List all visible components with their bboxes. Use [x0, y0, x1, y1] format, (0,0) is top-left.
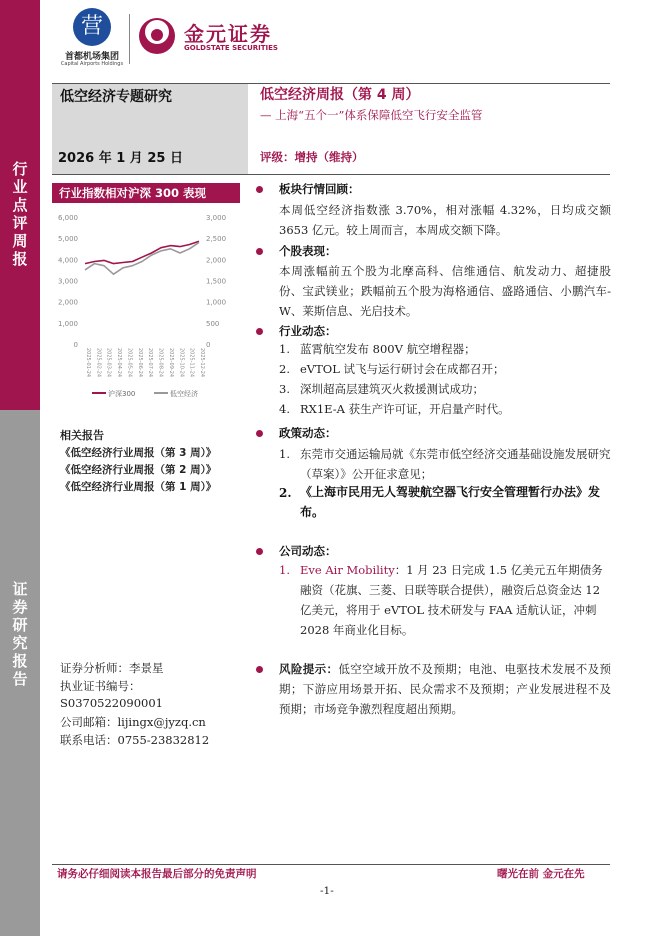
company-name: Eve Air Mobility	[300, 563, 395, 577]
risk-text: 低空空域开放不及预期；电池、电驱技术发展不及预期；下游应用场景开拓、民众需求不及预期；产业发展进程不及预期；市场竞争激烈程度超出预期。	[279, 662, 612, 716]
disclaimer-note: 请务必仔细阅读本报告最后部分的免责声明	[57, 868, 257, 880]
analyst-cert: S0370522090001	[60, 696, 163, 710]
right-tick-label: 0	[206, 341, 211, 349]
x-tick-label: 2025-09-24	[167, 348, 174, 378]
sidebar-research-label: 证券研究报告	[12, 580, 28, 688]
analyst-cert-label: 执业证书编号：	[60, 679, 141, 693]
industry-item: RX1E-A 获生产许可证，开启量产时代。	[300, 402, 510, 416]
x-tick-label: 2025-08-24	[157, 348, 164, 378]
policy-item: 东莞市交通运输局就《东莞市低空经济交通基础设施发展研究（草案）》公开征求意见；	[300, 447, 611, 481]
list-number: 4.	[279, 402, 290, 416]
rating: 评级：增持（维持）	[260, 150, 364, 164]
industry-item: 深圳超高层建筑灭火救援测试成功；	[300, 382, 484, 396]
right-tick-label: 500	[206, 319, 220, 328]
bullet-icon	[256, 328, 263, 335]
section-title-company: 公司动态：	[279, 544, 337, 558]
bullet-icon	[256, 666, 263, 673]
bullet-icon	[256, 430, 263, 437]
right-tick-label: 1,500	[206, 277, 227, 286]
list-number: 3.	[279, 382, 290, 396]
bullet-icon	[256, 186, 263, 193]
left-tick-label: 3,000	[57, 277, 78, 286]
x-tick-label: 2025-04-24	[116, 348, 123, 378]
title-rule	[52, 174, 610, 175]
capital-airports-name-en: Capital Airports Holdings	[60, 61, 124, 67]
capital-airports-icon: 营	[73, 8, 111, 46]
report-title: 低空经济周报（第 4 周）	[260, 87, 420, 103]
x-tick-label: 2025-11-24	[188, 348, 195, 378]
section-title-industry: 行业动态：	[279, 324, 337, 338]
left-tick-label: 1,000	[57, 319, 78, 328]
goldstate-logo-icon	[137, 16, 177, 56]
section-title-market: 板块行情回顾：	[279, 182, 360, 196]
related-reports-title: 相关报告	[60, 429, 104, 442]
x-tick-label: 2025-07-24	[147, 348, 154, 378]
capital-airports-name: 首都机场集团	[64, 52, 119, 62]
right-tick-label: 3,000	[206, 214, 227, 222]
x-tick-label: 2025-06-24	[136, 348, 143, 378]
left-tick-label: 2,000	[57, 298, 78, 307]
section-title-policy: 政策动态：	[279, 426, 337, 440]
index-performance-chart	[52, 207, 242, 402]
goldstate-name-en: GOLDSTATE SECURITIES	[184, 44, 278, 52]
right-tick-label: 2,000	[206, 256, 227, 265]
goldstate-name: 金元证券	[184, 22, 272, 46]
capital-airports-logo	[58, 8, 126, 68]
company-news-text: ：1 月 23 日完成 1.5 亿美元五年期债务融资（花旗、三菱、日联等联合提供），融资后总资金达 12 亿美元，将用于 eVTOL 技术研发与 FAA 适航认证，冲刺 2028 年商业化目标。	[300, 563, 603, 637]
analyst-email[interactable]: 公司邮箱：lijingx@jyzq.cn	[60, 715, 206, 729]
section-title-stocks: 个股表现：	[279, 244, 337, 258]
legend-label: 低空经济	[170, 390, 198, 398]
list-number: 1.	[279, 447, 290, 461]
list-number: 1.	[279, 342, 290, 356]
legend-label: 沪深300	[108, 390, 136, 398]
section-title-risk: 风险提示：	[279, 662, 339, 676]
x-tick-label: 2025-02-24	[95, 348, 102, 378]
x-tick-label: 2025-01-24	[85, 348, 91, 378]
footer-slogan: 曙光在前 金元在先	[497, 868, 585, 880]
related-report-link[interactable]: 《低空经济行业周报（第 2 周）》	[60, 464, 217, 476]
series-title: 低空经济专题研究	[60, 89, 172, 105]
policy-item: 《上海市民用无人驾驶航空器飞行安全管理暂行办法》发布。	[300, 485, 601, 519]
left-tick-label: 5,000	[57, 235, 78, 244]
x-tick-label: 2025-12-24	[199, 348, 205, 378]
analyst-name: 证券分析师：李景星	[60, 661, 164, 675]
market-review-text: 本周低空经济指数涨 3.70%，相对涨幅 4.32%，日均成交额3653 亿元。较上周而言，本周成交额下降。	[279, 203, 611, 237]
x-tick-label: 2025-05-24	[126, 348, 133, 378]
right-tick-label: 1,000	[206, 298, 227, 307]
stocks-text: 本周涨幅前五个股为北摩高科、信维通信、航发动力、超捷股份、宝武镁业；跌幅前五个股为海格通信、盛路通信、小鹏汽车-W、莱斯信息、光启技术。	[279, 264, 611, 318]
industry-item: eVTOL 试飞与运行研讨会在成都召开；	[300, 362, 505, 376]
bullet-icon	[256, 248, 263, 255]
sidebar-report-type: 行业点评周报	[12, 160, 28, 268]
footer-rule	[52, 864, 610, 865]
x-tick-label: 2025-03-24	[105, 348, 112, 378]
industry-item: 蓝霄航空发布 800V 航空增程器；	[300, 342, 476, 356]
list-number: 1.	[279, 563, 290, 577]
logo-divider	[129, 14, 130, 64]
left-tick-label: 4,000	[57, 256, 78, 265]
report-subtitle: — 上海“五个一”体系保障低空飞行安全监管	[260, 108, 483, 122]
left-tick-label: 0	[73, 341, 78, 349]
analyst-phone: 联系电话：0755-23832812	[60, 733, 210, 747]
series-line-低空经济	[85, 242, 199, 274]
left-tick-label: 6,000	[57, 214, 78, 222]
right-tick-label: 2,500	[206, 235, 227, 244]
company-item	[300, 560, 612, 640]
list-number: 2.	[279, 486, 292, 500]
report-date: 2026 年 1 月 25 日	[58, 151, 183, 166]
page-number: -1-	[320, 885, 334, 897]
risk-paragraph	[279, 659, 611, 719]
related-report-link[interactable]: 《低空经济行业周报（第 1 周）》	[60, 481, 217, 493]
related-report-link[interactable]: 《低空经济行业周报（第 3 周）》	[60, 447, 217, 459]
chart-title: 行业指数相对沪深 300 表现	[52, 183, 240, 203]
x-tick-label: 2025-10-24	[178, 348, 185, 378]
list-number: 2.	[279, 362, 290, 376]
bullet-icon	[256, 548, 263, 555]
